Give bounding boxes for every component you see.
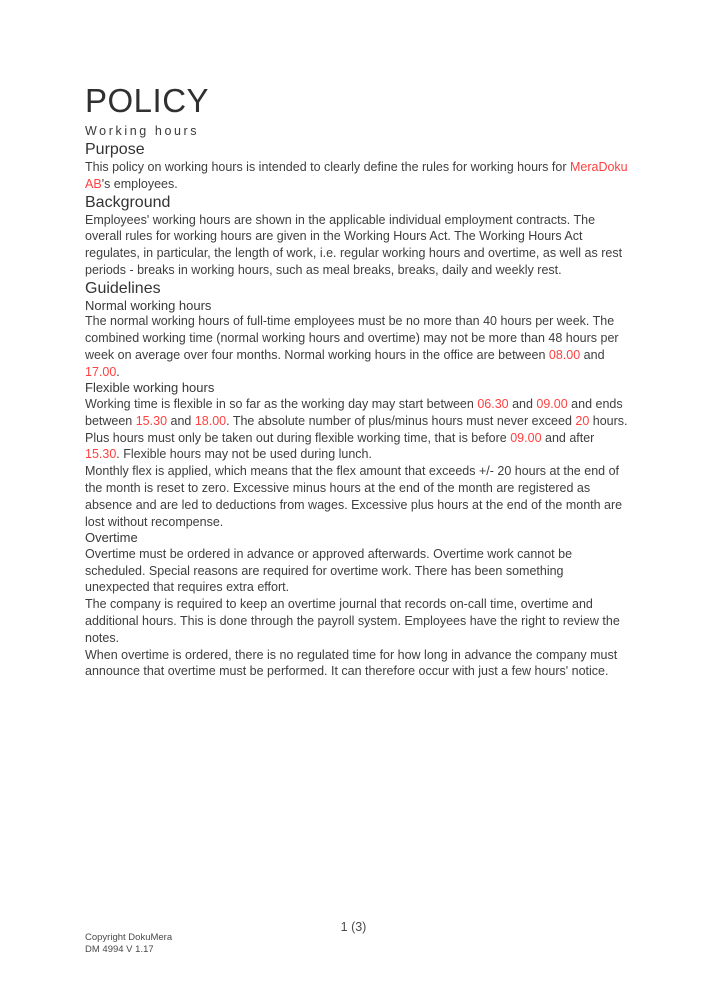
- flexible-working-hours-paragraph-2: Monthly flex is applied, which means that the flex amount that exceeds +/- 20 hours at the end of the month is reset to zero. Excessive minus hours at the end of the month are registered as absence and are led to deductions from wages. Excessive plus hours at the end of the month are lost without recompense.: [85, 464, 623, 529]
- purpose-paragraph: This policy on working hours is intended to clearly define the rules for working hours for MeraDoku AB's employees.: [85, 160, 628, 191]
- overtime-paragraph-1: Overtime must be ordered in advance or approved afterwards. Overtime work cannot be scheduled. Special reasons are required for overtime work. There has been something unexpected that requires extra effort.: [85, 546, 573, 595]
- document-subtitle: Working hours: [85, 124, 200, 138]
- overtime-paragraph-2: The company is required to keep an overtime journal that records on-call time, overtime and additional hours. This is done through the payroll system. Employees have the right to review the notes.: [85, 597, 620, 645]
- overtime-paragraph-3: When overtime is ordered, there is no regulated time for how long in advance the company must announce that overtime must be performed. It can therefore occur with just a few hours' notice.: [85, 647, 618, 679]
- page-number: 1 (3): [340, 920, 367, 934]
- flexible-working-hours-heading: Flexible working hours: [85, 380, 215, 396]
- document-version: DM 4994 V 1.17: [85, 944, 154, 955]
- overtime-heading: Overtime: [85, 530, 138, 546]
- guidelines-heading: Guidelines: [85, 279, 161, 297]
- normal-working-hours-paragraph: The normal working hours of full-time employees must be no more than 40 hours per week. The combined working time (normal working hours and overtime) may not be more than 48 hours per week on average over four months. Normal working hours in the office are between 08.00 and 17.00.: [85, 314, 619, 379]
- background-heading: Background: [85, 193, 171, 211]
- document-title: POLICY: [85, 82, 210, 119]
- copyright-line: Copyright DokuMera: [85, 932, 173, 943]
- purpose-heading: Purpose: [85, 141, 145, 158]
- section-background: [85, 193, 629, 279]
- section-purpose: [85, 140, 629, 193]
- normal-working-hours-heading: Normal working hours: [85, 297, 212, 313]
- background-paragraph: Employees' working hours are shown in the applicable individual employment contracts. The overall rules for working hours are given in the Working Hours Act. The Working Hours Act regulates, in particular, the length of work, i.e. regular working hours and overtime, as well as rest periods - breaks in working hours, such as meal breaks, breaks, daily and weekly rest.: [85, 212, 623, 277]
- section-guidelines: [85, 279, 629, 680]
- document-footer: [85, 932, 172, 956]
- flexible-working-hours-paragraph-1: Working time is flexible in so far as the working day may start between 06.30 and 09.00 and ends between 15.30 and 18.00. The absolute number of plus/minus hours must never exceed 20 hours. Plus hours must only be taken out during flexible working time, that is before 09.00 and after 15.30. Flexible hours may not be used during lunch.: [85, 396, 628, 462]
